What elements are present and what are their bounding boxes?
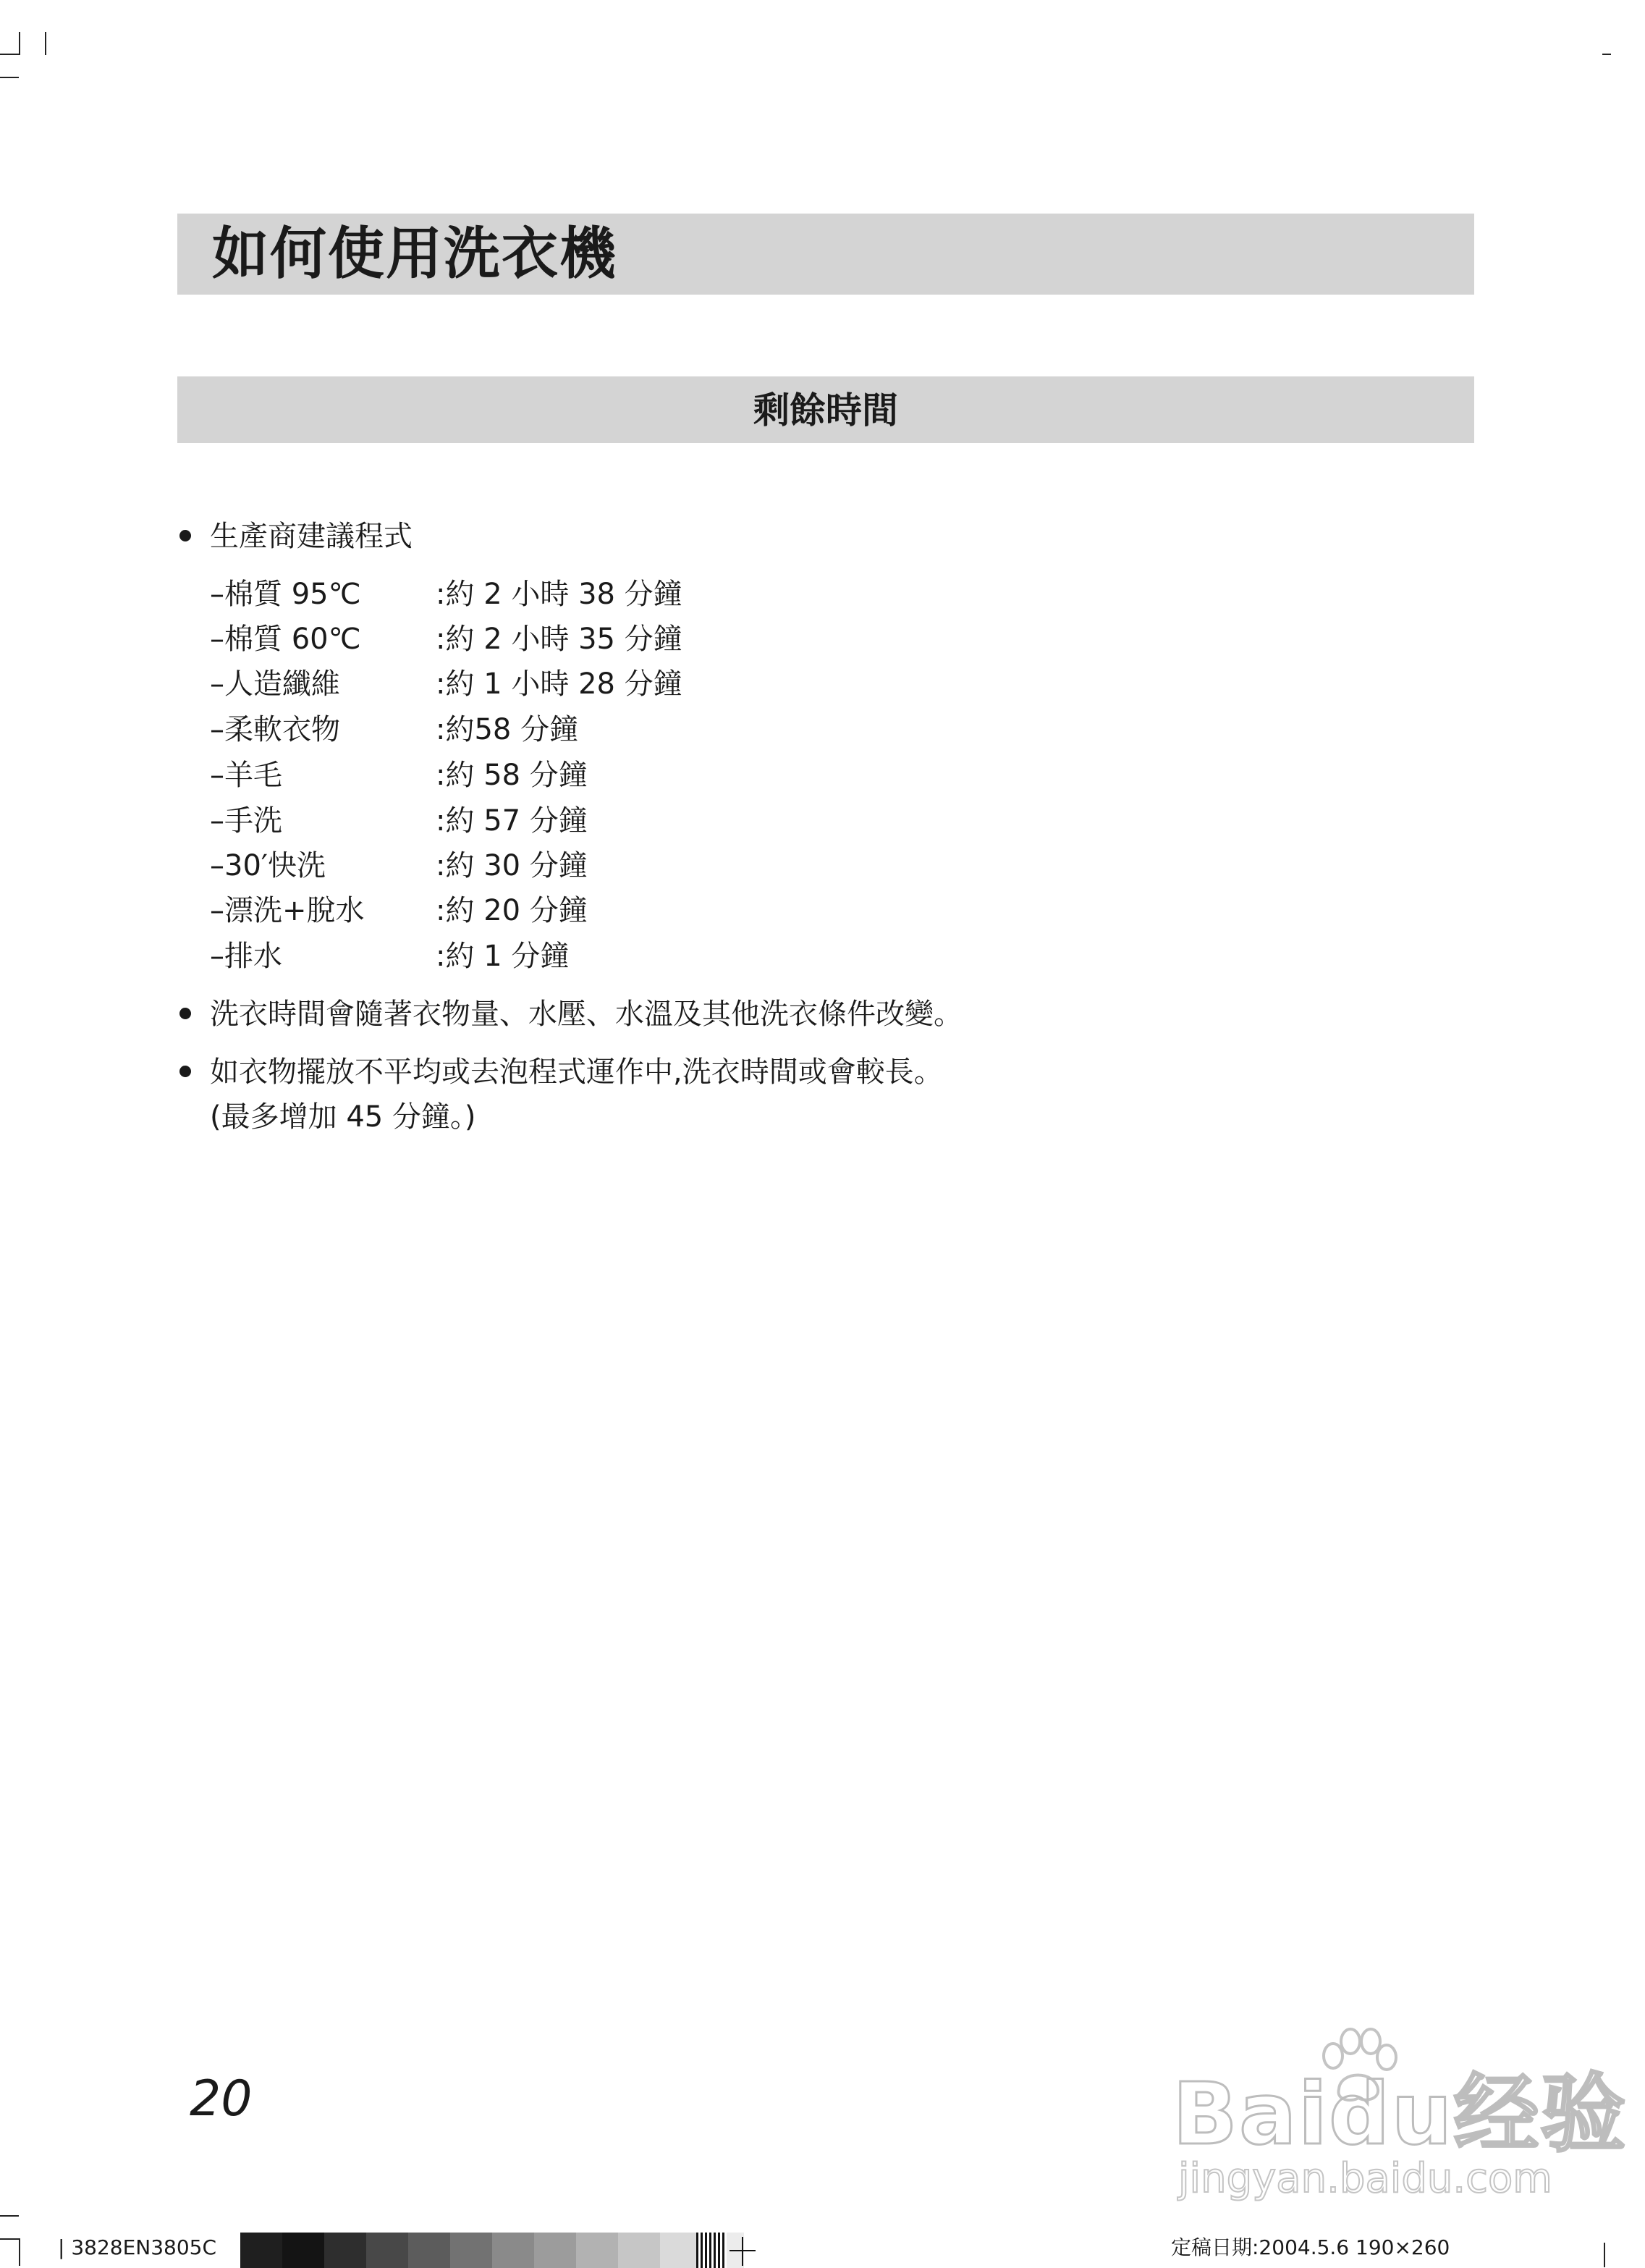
program-time: :約 20 分鐘 xyxy=(436,894,588,927)
bullet-text: 生產商建議程式 xyxy=(210,520,413,553)
color-swatch xyxy=(240,2233,282,2268)
bullet-text: 洗衣時間會隨著衣物量、水壓、水溫及其他洗衣條件改變。 xyxy=(210,998,963,1031)
registration-mark-icon xyxy=(696,2233,727,2268)
program-time: :約 2 小時 35 分鐘 xyxy=(436,623,682,656)
program-time: :約 58 分鐘 xyxy=(436,759,588,792)
bullet-uneven-load xyxy=(179,1054,943,1090)
crop-mark-bottom-right xyxy=(1604,2243,1605,2267)
program-name: –排水 xyxy=(210,940,282,973)
bullet-dot-icon xyxy=(179,530,191,541)
bullet-note: (最多增加 45 分鐘。) xyxy=(210,1100,476,1134)
crop-mark-top-right xyxy=(1602,54,1611,55)
color-swatch xyxy=(618,2233,660,2268)
crop-mark-top-left-v2 xyxy=(45,32,46,55)
color-swatch xyxy=(408,2233,450,2268)
print-date-info: 定稿日期:2004.5.6 190×260 xyxy=(1171,2235,1450,2259)
page-number: 20 xyxy=(190,2070,253,2128)
watermark-brand: Baidu经验 xyxy=(1172,2064,1628,2164)
program-time: :約58 分鐘 xyxy=(436,713,579,746)
program-name: –羊毛 xyxy=(210,759,282,792)
color-swatch xyxy=(534,2233,576,2268)
page-title-band xyxy=(177,214,1474,295)
color-swatch xyxy=(450,2233,492,2268)
program-name: –人造纖維 xyxy=(210,667,340,701)
color-swatch xyxy=(492,2233,534,2268)
watermark-url: jingyan.baidu.com xyxy=(1178,2155,1552,2202)
bullet-text: 如衣物擺放不平均或去泡程式運作中,洗衣時間或會較長。 xyxy=(210,1055,943,1089)
program-name: –漂洗+脫水 xyxy=(210,894,365,927)
baidu-watermark xyxy=(1172,2027,1628,2215)
bullet-dot-icon xyxy=(179,1066,191,1077)
crop-mark-top-left-v xyxy=(19,32,20,55)
section-heading: 剩餘時間 xyxy=(753,389,898,431)
program-name: –棉質 95℃ xyxy=(210,578,361,611)
crop-mark-bottom-left-h2 xyxy=(0,2215,19,2217)
crop-mark-bottom-left-h xyxy=(0,2238,19,2240)
crop-mark-top-left-h xyxy=(0,54,19,55)
color-swatch xyxy=(366,2233,408,2268)
color-swatch xyxy=(324,2233,366,2268)
section-heading-band xyxy=(177,376,1474,443)
color-swatch xyxy=(576,2233,618,2268)
crop-mark-bottom-left-v xyxy=(19,2238,20,2266)
program-time: :約 1 分鐘 xyxy=(436,940,570,973)
program-name: –柔軟衣物 xyxy=(210,713,340,746)
program-time: :約 1 小時 28 分鐘 xyxy=(436,667,682,701)
program-time: :約 57 分鐘 xyxy=(436,804,588,838)
bullet-time-varies xyxy=(179,996,963,1032)
crop-mark-top-left-h2 xyxy=(0,77,19,78)
program-name: –手洗 xyxy=(210,804,282,838)
bullet-dot-icon xyxy=(179,1008,191,1019)
crosshair-icon-vertical xyxy=(742,2237,743,2266)
program-name: –棉質 60℃ xyxy=(210,623,361,656)
program-time: :約 2 小時 38 分鐘 xyxy=(436,578,682,611)
program-name: –30′快洗 xyxy=(210,849,326,882)
page-title: 如何使用洗衣機 xyxy=(212,222,618,287)
program-time: :約 30 分鐘 xyxy=(436,849,588,882)
bullet-recommended-programs xyxy=(179,518,413,555)
color-swatch xyxy=(282,2233,324,2268)
document-code: | 3828EN3805C xyxy=(58,2235,217,2259)
